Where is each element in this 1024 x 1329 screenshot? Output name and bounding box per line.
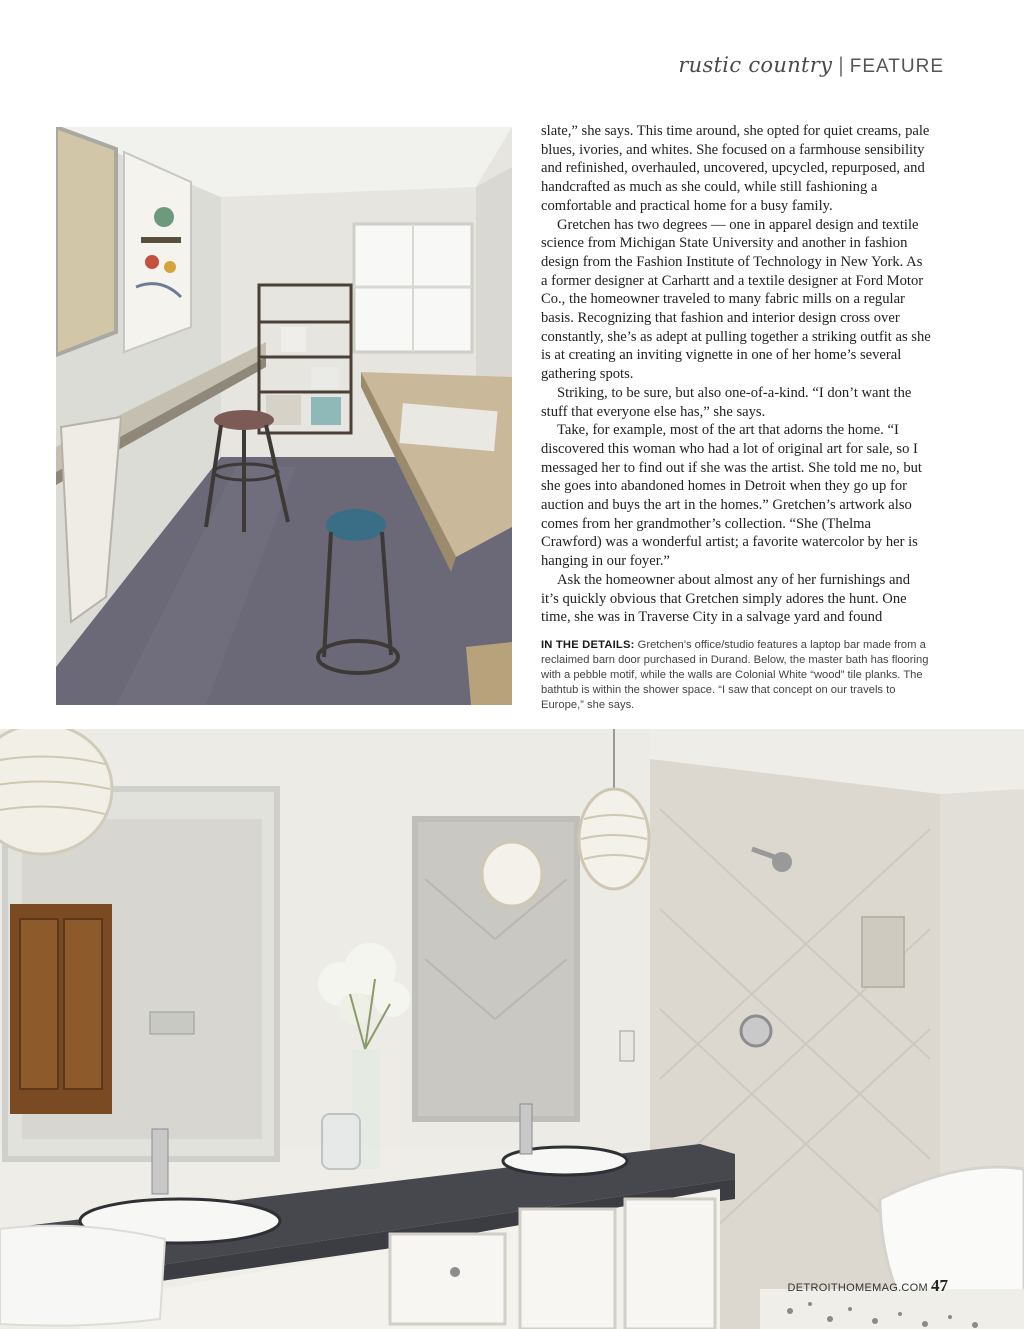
article-paragraph: Gretchen has two degrees — one in apparel design and textile science from Michigan State University and another in fashion design from the Fashion Institute of Technology in New York. As a former designer at Carhartt and a textile designer at Ford Motor Co., the homeowner traveled to many fabric mills on a regular basis. Recognizing that fashion and interior design cross over constantly, she’s as adept at pulling together a striking outfit as she is at creating an inviting vignette in one of her home’s several gathering spots. [541, 216, 931, 383]
article-paragraph: Ask the homeowner about almost any of her furnishings and it’s quickly obvious that Gretchen simply adores the hunt. One time, she was in Traverse City in a salvage yard and found [541, 571, 911, 626]
photo-caption [541, 638, 936, 713]
caption-label: IN THE DETAILS: [541, 639, 635, 651]
bathroom-photo [0, 729, 1024, 1329]
folio-website: DETROITHOMEMAG.COM [787, 1282, 928, 1294]
section-label: FEATURE [849, 56, 944, 77]
running-head [678, 53, 944, 78]
studio-photo [56, 127, 512, 705]
page-folio [788, 1276, 948, 1296]
section-name: rustic country [678, 53, 833, 77]
header-separator: | [838, 54, 844, 77]
article-paragraph: slate,” she says. This time around, she opted for quiet creams, pale blues, ivories, and whites. She focused on a farmhouse sensibility and refinished, overhauled, uncovered, upcycled, repurposed, and handcrafted as much as she could, while still fashioning a comfortable and practical home for a busy family. [541, 123, 930, 214]
article-paragraph: Striking, to be sure, but also one-of-a-kind. “I don’t want the stuff that everyone else has,” she says. [541, 384, 912, 420]
page-number: 47 [931, 1276, 948, 1295]
article-paragraph: Take, for example, most of the art that adorns the home. “I discovered this woman who had a lot of original art for sale, so I messaged her to find out if she was the artist. She told me no, but she goes into abandoned homes in Detroit when they go up for auction and buys the art in the homes.” Gretchen’s artwork also comes from her grandmother’s collection. “She (Thelma Crawford) was a wonderful artist; a favorite watercolor by her is hanging in our foyer.” [541, 422, 922, 570]
caption-text: Gretchen’s office/studio features a laptop bar made from a reclaimed barn door purchased in Durand. Below, the master bath has flooring with a pebble motif, while the walls are Colonial White “wood” tile planks. The bathtub is within the shower space. “I saw that concept on our travels to Europe,” she says. [541, 639, 929, 711]
article-body [541, 122, 931, 627]
